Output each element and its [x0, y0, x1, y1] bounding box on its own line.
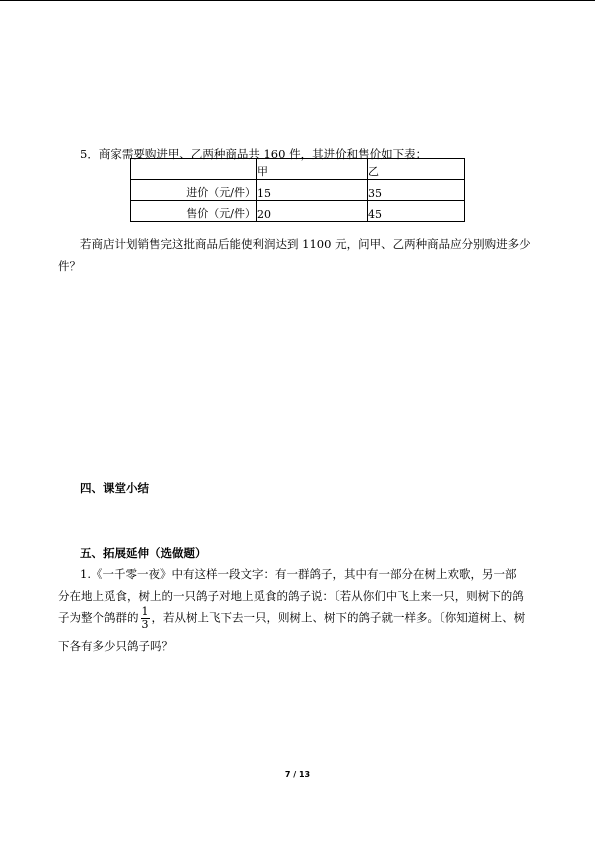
fraction [141, 606, 150, 631]
fraction-denominator: 3 [141, 618, 149, 631]
table-cell: 45 [368, 201, 465, 222]
s5-p1-line4: 下各有多少只鸽子吗？ [58, 639, 173, 653]
q5-question-line2: 件？ [58, 259, 81, 273]
table-row [131, 201, 465, 222]
table-row [131, 180, 465, 201]
table-cell: 20 [257, 201, 368, 222]
s5-p1-line3-after: ，若从树上飞下去一只，则树上、树下的鸽子就一样多。〔你知道树上、树 [151, 610, 526, 625]
section4-title: 四、课堂小结 [80, 481, 149, 495]
s5-p1-line3 [58, 606, 525, 631]
table-row [131, 159, 465, 180]
s5-p1-line2: 分在地上觅食，树上的一只鸽子对地上觅食的鸽子说：〔若从你们中飞上来一只，则树下的鸽 [58, 589, 524, 603]
top-rule [0, 0, 595, 1]
section5-title: 五、拓展延伸（选做题） [80, 546, 207, 560]
table-header-yi: 乙 [368, 159, 465, 180]
table-cell [131, 159, 257, 180]
s5-p1-line1: 1.《一千零一夜》中有这样一段文字：有一群鸽子，其中有一部分在树上欢歌，另一部 [80, 567, 517, 581]
table-cell: 35 [368, 180, 465, 201]
q5-question-line1: 若商店计划销售完这批商品后能使利润达到 1100 元，问甲、乙两种商品应分别购进多少 [80, 237, 531, 251]
row-label-cost: 进价（元/件） [131, 180, 257, 201]
table-cell: 15 [257, 180, 368, 201]
fraction-numerator: 1 [141, 605, 149, 618]
s5-p1-line3-before: 子为整个鸽群的 [58, 610, 139, 625]
q5-title: 5．商家需要购进甲、乙两种商品共 160 件，其进价和售价如下表： [80, 147, 428, 161]
table-header-jia: 甲 [257, 159, 368, 180]
page-number: 7 / 13 [284, 770, 311, 779]
price-table [130, 158, 465, 222]
row-label-price: 售价（元/件） [131, 201, 257, 222]
